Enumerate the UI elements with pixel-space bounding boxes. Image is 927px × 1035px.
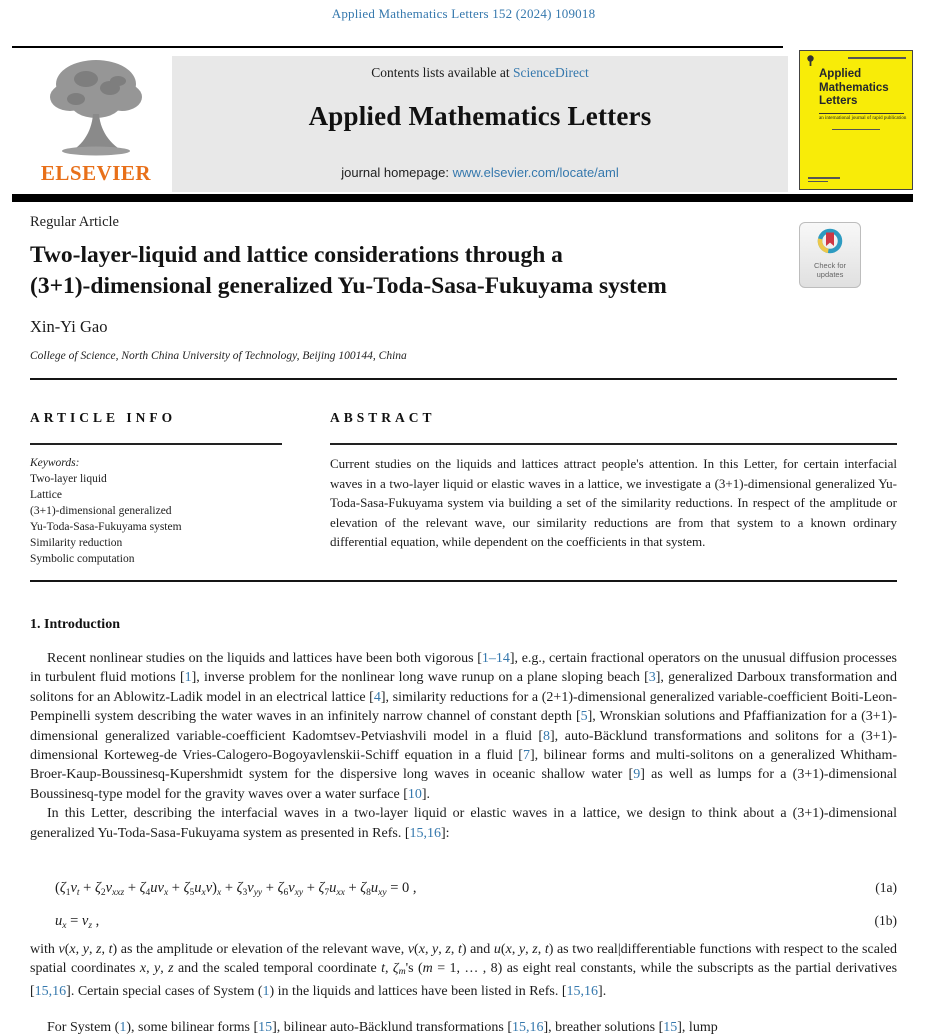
paragraph: with v(x, y, z, t) as the amplitude or elevation of the relevant wave, v(x, y, z, t) and u(x, y, z, t) as two real|differentiable functions with respect to the scaled spatial coordinates x, y, z and the scaled temporal coordinate t, ζm's (m = 1, … , 8) as eight real constants, while the subscripts as the partial derivatives [15,16]. Certain special cases of System (1) in the liquids and lattices have been listed in Refs. [15,16].	[30, 942, 898, 999]
cover-title-line: Mathematics	[819, 81, 889, 94]
check-for-updates-icon	[814, 227, 846, 257]
math-var: z	[532, 942, 538, 957]
paragraph: In this Letter, describing the interfacial waves in a two-layer liquid or elastic waves in a lattice, we design to think about a (3+1)-dimensional generalized Yu-Toda-Sasa-Fukuyama system as presented in Refs. [15,16]:	[30, 806, 897, 841]
cover-title-line: Applied	[819, 68, 862, 80]
cover-text-bar	[848, 57, 906, 59]
equation-segment: ζ	[139, 880, 146, 896]
equation-segment: uv	[150, 880, 164, 896]
elsevier-tree-icon	[36, 54, 156, 160]
math-var: y	[432, 942, 439, 957]
abstract-rule	[330, 443, 897, 445]
citation-link[interactable]: 3	[648, 670, 656, 686]
math-var: t	[108, 942, 113, 957]
affiliation: College of Science, North China University of Technology, Beijing 100144, China	[30, 350, 407, 362]
citation-link[interactable]: 15	[663, 1020, 678, 1035]
equation-segment: v	[70, 880, 77, 896]
equation-segment: x	[201, 888, 206, 898]
paragraph: Recent nonlinear studies on the liquids and lattices have been both vigorous [1–14], e.g., certain fractional operators on the unusual diffusion processes in turbulent fluid motions [1], inverse problem for the nonlinear long wave runup on a plane sloping beach [3], generalized Darboux transformation and solitons for an Ablowitz-Ladik model in an electrical lattice [4], similarity reductions for a (2+1)-dimensional generalized variable-coefficient Boiti-Leon-Pempinelli system describing the water waves in an infinitely narrow channel of constant depth [5], Wronskian solutions and Pfaffianization for a (3+1)-dimensional generalized variable-coefficient Kadomtsev-Petviashvili model in a fluid [8], auto-Bäcklund transformations and solitons for a (3+1)-dimensional Korteweg-de Vries-Calogero-Bogoyavlenskii-Schiff equation in a fluid [7], bilinear forms and multi-solitons on a generalized Whitham-Broer-Kaup-Boussinesq-Kupershmidt system for the dispersive long waves in oceanic shallow water [9] as well as lumps for a (3+1)-dimensional Boussinesq-type model for the gravity waves over a water surface [10].	[30, 651, 897, 802]
math-var: z	[168, 961, 174, 977]
article-info-rule	[30, 443, 282, 445]
equation-1a	[30, 880, 417, 898]
equation-1a-row	[30, 880, 897, 898]
math-var: y	[82, 942, 89, 957]
citation-link[interactable]: 15,16	[566, 983, 599, 999]
citation-link[interactable]: 1	[262, 983, 270, 999]
equation-segment: xy	[378, 888, 387, 898]
check-for-updates-badge[interactable]	[799, 222, 861, 288]
citation-link[interactable]: 9	[633, 767, 641, 783]
citation-link[interactable]: 8	[543, 728, 550, 744]
math-var: z	[445, 942, 451, 957]
homepage-link[interactable]: www.elsevier.com/locate/aml	[452, 165, 619, 180]
math-var: z	[96, 942, 102, 957]
equation-segment: ,	[92, 913, 100, 929]
cover-footer	[808, 175, 840, 182]
math-var: t	[381, 961, 385, 977]
citation-link[interactable]: 1	[184, 670, 192, 686]
citation-link[interactable]: 1	[119, 1020, 127, 1035]
equation-segment: 1	[65, 888, 71, 898]
keyword-item: Symbolic computation	[30, 553, 135, 565]
math-var: v	[407, 942, 415, 957]
equation-segment: ζ	[183, 880, 190, 896]
keyword-item: Lattice	[30, 489, 62, 501]
equation-segment: 6	[283, 888, 289, 898]
author-name: Xin-Yi Gao	[30, 317, 108, 336]
equation-segment: ζ	[59, 880, 66, 896]
math-var: u	[493, 942, 501, 957]
equation-segment: +	[221, 880, 237, 896]
citation-link[interactable]: 7	[522, 748, 530, 764]
math-var: v	[58, 942, 65, 957]
equation-segment: u	[55, 913, 63, 929]
citation-link[interactable]: 5	[580, 709, 588, 725]
equation-segment: v	[205, 880, 213, 896]
equation-segment: 8	[366, 888, 371, 898]
journal-banner	[172, 56, 788, 192]
divider-thick	[12, 194, 913, 202]
equation-segment: v	[247, 880, 254, 896]
math-var: t	[544, 942, 549, 957]
check-for-updates-label	[800, 262, 860, 279]
equation-segment: v	[81, 913, 89, 929]
homepage-prefix: journal homepage:	[341, 165, 453, 180]
contents-prefix: Contents lists available at	[371, 65, 513, 80]
journal-reference: Applied Mathematics Letters 152 (2024) 109018	[331, 6, 596, 21]
equation-segment: 7	[324, 888, 330, 898]
article-info-heading: ARTICLE INFO	[30, 410, 177, 425]
sciencedirect-link[interactable]: ScienceDirect	[513, 65, 589, 80]
equation-segment: = 0 ,	[386, 880, 417, 896]
equation-segment: xx	[336, 888, 345, 898]
banner-journal-title: Applied Mathematics Letters	[308, 101, 652, 131]
abstract-column	[330, 410, 897, 552]
equation-segment: )	[212, 880, 217, 896]
section-heading-introduction: 1. Introduction	[30, 617, 120, 632]
equation-segment: xxz	[112, 888, 125, 898]
math-var: x	[418, 942, 425, 957]
article-title-line2: (3+1)-dimensional generalized Yu-Toda-Sasa-Fukuyama system	[30, 273, 667, 299]
cover-text-bar	[808, 181, 828, 183]
equation-segment: +	[124, 880, 140, 896]
equation-segment: 3	[242, 888, 248, 898]
keyword-item: (3+1)-dimensional generalized	[30, 505, 172, 517]
equation-segment: x	[62, 921, 67, 931]
math-var: x	[139, 961, 147, 977]
citation-link[interactable]: 15,16	[512, 1020, 544, 1035]
article-title-line1: Two-layer-liquid and lattice considerations through a	[30, 242, 563, 268]
equation-segment: u	[194, 880, 202, 896]
homepage-line	[172, 165, 788, 180]
math-var: x	[505, 942, 512, 957]
equation-segment: 5	[189, 888, 195, 898]
math-var: t	[457, 942, 462, 957]
elsevier-logo	[22, 54, 170, 192]
equation-1b-label: (1b)	[874, 913, 897, 928]
math-var: y	[154, 961, 161, 977]
abstract-text: Current studies on the liquids and lattices attract people's attention. In this Letter, for certain interfacial waves in a two-layer liquid or elastic waves in a lattice, we investigate a (3+1)-dimensional generalized Yu-Toda-Sasa-Fukuyama system via building a set of the similarity reductions. In respect of the amplitude or elevation of the relevant wave, our similarity reductions are from that system to a known ordinary differential equation, while dependent on the coefficients in that system.	[330, 456, 897, 549]
equation-segment: ζ	[277, 880, 284, 896]
journal-cover-thumbnail	[799, 50, 913, 190]
equation-segment: x	[163, 888, 169, 898]
article-title	[30, 240, 800, 302]
divider-top	[12, 46, 783, 48]
equation-segment: +	[303, 880, 319, 896]
equation-segment: 2	[100, 888, 106, 898]
equation-segment: =	[66, 913, 82, 929]
math-var: x	[69, 942, 76, 957]
cover-rule	[819, 113, 904, 114]
equation-segment: +	[262, 880, 278, 896]
badge-label-line1: Check for	[813, 261, 847, 270]
contents-line	[172, 56, 788, 81]
cover-text-bar	[808, 177, 840, 179]
equation-segment: +	[79, 880, 95, 896]
introduction-body	[30, 649, 897, 865]
keyword-item: Two-layer liquid	[30, 473, 107, 485]
article-type-label: Regular Article	[30, 214, 119, 230]
cover-subtitle: an international journal of rapid publication	[819, 115, 907, 121]
cover-title-line: Letters	[819, 95, 858, 107]
elsevier-wordmark: ELSEVIER	[40, 161, 152, 185]
keyword-item: Yu-Toda-Sasa-Fukuyama system	[30, 521, 182, 533]
equation-segment: xy	[294, 888, 304, 898]
math-var: y	[518, 942, 526, 957]
equation-segment: t	[76, 888, 80, 898]
citation-link[interactable]: 15,16	[34, 983, 67, 999]
equation-segment: 4	[145, 888, 151, 898]
math-var: m	[422, 961, 433, 977]
equation-segment: ζ	[94, 880, 101, 896]
article-info-column	[30, 410, 285, 567]
keywords-label: Keywords:	[30, 457, 80, 469]
equation-segment: x	[216, 888, 222, 898]
math-var: ζ	[392, 961, 399, 977]
badge-label-line2: updates	[816, 269, 844, 279]
citation-link[interactable]: 15	[258, 1020, 273, 1035]
equation-segment: u	[329, 880, 337, 896]
equation-segment: ζ	[360, 880, 367, 896]
equation-segment: v	[105, 880, 113, 896]
equation-segment: v	[288, 880, 295, 896]
cover-top-row	[806, 55, 906, 67]
equation-segment: ζ	[236, 880, 243, 896]
equation-segment: yy	[253, 888, 263, 898]
citation-link[interactable]: 15,16	[409, 825, 441, 841]
equation-1a-label: (1a)	[875, 880, 897, 895]
equation-segment: ζ	[318, 880, 325, 896]
cover-text-bar	[832, 129, 880, 131]
equation-segment: +	[168, 880, 184, 896]
cover-mini-logo-icon	[806, 55, 815, 67]
equation-1b	[30, 913, 99, 931]
math-subscript: m	[398, 966, 406, 978]
citation-link[interactable]: 4	[373, 689, 381, 705]
citation-link[interactable]: 1–14	[481, 651, 510, 666]
abstract-heading: ABSTRACT	[330, 410, 436, 425]
divider-affiliation	[30, 378, 897, 380]
paragraph-clipped: For System (1), some bilinear forms [15], bilinear auto-Bäcklund transformations [15,16], breather solutions [15], lump	[47, 1020, 718, 1035]
equation-segment: (	[55, 880, 60, 896]
keyword-item: Similarity reduction	[30, 537, 123, 549]
citation-link[interactable]: 10	[407, 786, 422, 802]
divider-info-bottom	[30, 580, 897, 582]
equation-segment: u	[370, 880, 379, 896]
equation-segment: z	[88, 921, 93, 931]
equation-1b-row	[30, 913, 897, 931]
equation-segment: +	[344, 880, 361, 896]
